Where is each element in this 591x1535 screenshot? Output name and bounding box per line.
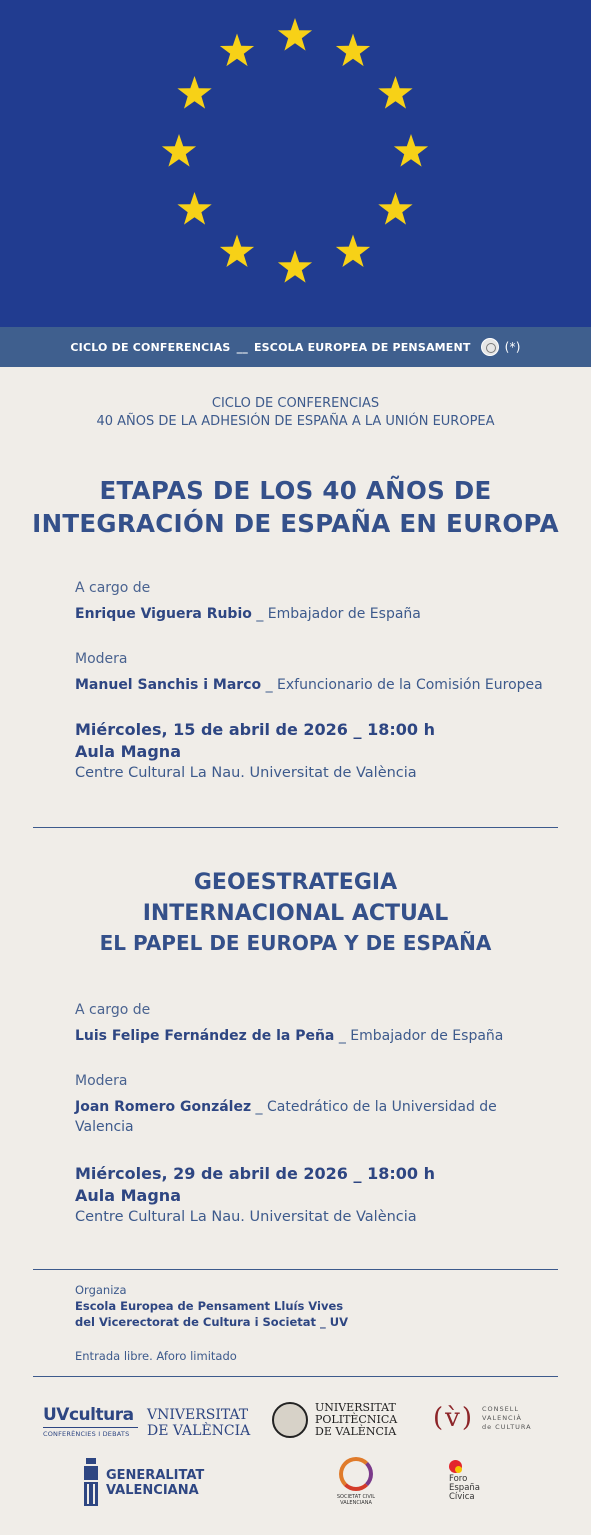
band-asterisk: (*) <box>504 340 521 354</box>
conference1-speaker <box>75 578 555 624</box>
conference2-title-line3: EL PAPEL DE EUROPA Y DE ESPAÑA <box>99 931 492 955</box>
cvc-line2: VALENCIÀ <box>481 1413 522 1422</box>
gva-line2: VALENCIANA <box>106 1483 199 1498</box>
divider <box>33 1376 558 1377</box>
entry-note: Entrada libre. Aforo limitado <box>75 1349 237 1363</box>
moderator-role-line2: Valencia <box>75 1119 134 1135</box>
star-icon <box>336 235 370 268</box>
speaker-label: A cargo de <box>75 1002 151 1018</box>
star-icon <box>177 192 211 225</box>
upv-logo <box>272 1402 397 1438</box>
moderator-line <box>75 675 555 695</box>
conference2-date: Miércoles, 29 de abril de 2026 _ 18:00 h <box>75 1164 435 1183</box>
speaker-line <box>75 1026 555 1046</box>
societat-civil-logo <box>336 1457 376 1506</box>
conference1-place: Aula Magna <box>75 742 181 761</box>
universitat-valencia-logo <box>147 1407 250 1439</box>
organizer-label: Organiza <box>75 1283 127 1297</box>
uv-cultura-logo <box>43 1405 138 1438</box>
speaker-name: Luis Felipe Fernández de la Peña <box>75 1028 335 1044</box>
cvc-line1: CONSELL <box>481 1404 519 1413</box>
intro-line1: CICLO DE CONFERENCIAS <box>211 396 380 411</box>
moderator-label: Modera <box>75 651 128 667</box>
scv-ring-icon <box>339 1457 373 1491</box>
intro <box>0 395 591 431</box>
organizer-line2: del Vicerectorat de Cultura i Societat _ UV <box>75 1315 349 1329</box>
conference2-title <box>0 867 591 958</box>
star-icon <box>278 18 312 51</box>
speaker-line <box>75 604 555 624</box>
consell-valencia-cultura-logo <box>433 1403 532 1433</box>
conference2-place: Aula Magna <box>75 1186 181 1205</box>
fec-dot-icon <box>449 1460 462 1473</box>
conference1-venue: Centre Cultural La Nau. Universitat de València <box>75 765 417 781</box>
star-icon <box>336 34 370 67</box>
conference2-schedule <box>75 1163 555 1227</box>
band-school: ESCOLA EUROPEA DE PENSAMENT <box>253 340 471 354</box>
speaker-name: Enrique Viguera Rubio <box>75 606 252 622</box>
cvc-mark-icon: (v̀) <box>433 1403 474 1433</box>
uv-cultura-subtitle: CONFERÈNCIES I DEBATS <box>43 1427 138 1438</box>
generalitat-emblem-icon <box>82 1458 100 1508</box>
star-icon <box>394 134 428 167</box>
conference2-title-line2: INTERNACIONAL ACTUAL <box>142 901 449 926</box>
speaker-role: _ Embajador de España <box>251 606 421 622</box>
moderator-name: Manuel Sanchis i Marco <box>75 677 262 693</box>
scv-line1: SOCIETAT CIVIL <box>336 1494 376 1500</box>
fec-line1: Foro <box>449 1474 468 1484</box>
uv-line2: DE VALÈNCIA <box>147 1423 251 1439</box>
conference1-schedule <box>75 719 555 783</box>
organizer <box>75 1282 348 1364</box>
fec-line3: Cívica <box>449 1492 475 1502</box>
conference2-title-line1: GEOESTRATEGIA <box>193 870 398 895</box>
upv-line1: UNIVERSITAT <box>315 1401 396 1414</box>
moderator-role: _ Exfuncionario de la Comisión Europea <box>261 677 543 693</box>
fec-line2: España <box>449 1483 480 1493</box>
star-icon <box>220 235 254 268</box>
conference2-speaker <box>75 1000 555 1046</box>
conference1-title-line2: INTEGRACIÓN DE ESPAÑA EN EUROPA <box>32 509 559 538</box>
scv-line2: VALENCIANA <box>340 1500 372 1506</box>
eu-stars <box>0 0 591 327</box>
conference1-title <box>0 474 591 540</box>
conference1-date: Miércoles, 15 de abril de 2026 _ 18:00 h <box>75 720 435 739</box>
intro-line2: 40 AÑOS DE LA ADHESIÓN DE ESPAÑA A LA UNIÓN EUROPEA <box>96 414 495 429</box>
band-separator: __ <box>236 340 248 354</box>
conference2-moderator <box>75 1071 555 1137</box>
star-icon <box>378 192 412 225</box>
conference2-venue: Centre Cultural La Nau. Universitat de València <box>75 1209 417 1225</box>
moderator-name: Joan Romero González <box>75 1099 252 1115</box>
speaker-role: _ Embajador de España <box>334 1028 504 1044</box>
uv-line1: VNIVERSITAT <box>147 1407 249 1423</box>
conference1-title-line1: ETAPAS DE LOS 40 AÑOS DE <box>99 476 492 505</box>
moderator-line <box>75 1097 555 1117</box>
cvc-line3: de CULTURA <box>481 1422 532 1431</box>
moderator-label: Modera <box>75 1073 128 1089</box>
star-icon <box>177 76 211 109</box>
star-icon <box>220 34 254 67</box>
divider <box>33 827 558 828</box>
generalitat-logo <box>82 1458 204 1508</box>
speaker-label: A cargo de <box>75 580 151 596</box>
organizer-line1: Escola Europea de Pensament Lluís Vives <box>75 1299 344 1313</box>
gva-line1: GENERALITAT <box>106 1468 205 1483</box>
star-icon <box>162 134 196 167</box>
divider <box>33 1269 558 1270</box>
foro-espana-civica-logo <box>449 1460 480 1502</box>
moderator-role: _ Catedrático de la Universidad de <box>251 1099 497 1115</box>
uv-cultura-wordmark: UVcultura <box>43 1405 134 1425</box>
conference1-moderator <box>75 649 555 695</box>
upv-emblem-icon <box>272 1402 308 1438</box>
eu-flag <box>0 0 591 327</box>
upv-line3: DE VALÈNCIA <box>315 1425 397 1438</box>
band-series-label: CICLO DE CONFERENCIAS <box>70 340 231 354</box>
star-icon <box>378 76 412 109</box>
upv-line2: POLITÈCNICA <box>315 1413 398 1426</box>
header-band <box>0 327 591 367</box>
star-icon <box>278 250 312 283</box>
seal-icon <box>481 338 499 356</box>
